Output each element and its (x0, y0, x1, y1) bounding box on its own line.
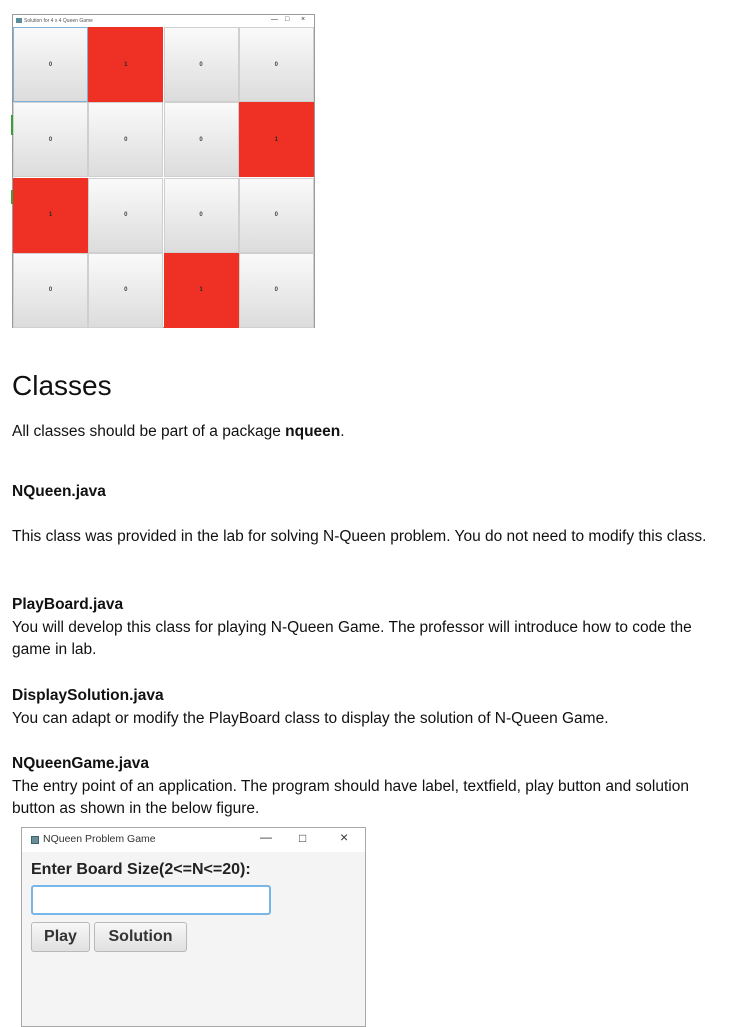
board-cell[interactable]: 0 (164, 102, 239, 177)
board-cell[interactable]: 0 (239, 178, 314, 253)
window-edge-mark (11, 190, 13, 204)
board-cell[interactable]: 0 (88, 178, 163, 253)
chess-board (13, 27, 314, 327)
maximize-icon[interactable]: □ (299, 831, 307, 845)
maximize-icon[interactable]: □ (285, 16, 290, 23)
board-size-label: Enter Board Size(2<=N<=20): (31, 861, 251, 878)
close-icon[interactable]: × (301, 16, 306, 23)
intro-paragraph (12, 421, 732, 443)
board-cell-queen[interactable]: 1 (13, 178, 88, 253)
nqueengame-filename: NQueenGame.java (12, 755, 149, 772)
board-cell[interactable]: 0 (88, 253, 163, 328)
board-window (12, 14, 315, 328)
board-cell[interactable]: 0 (13, 253, 88, 328)
board-cell[interactable]: 0 (164, 27, 239, 102)
play-button[interactable]: Play (31, 922, 90, 952)
board-window-titlebar (13, 15, 314, 27)
nqueen-description: This class was provided in the lab for solving N-Queen problem. You do not need to modify this class. (12, 528, 707, 545)
board-cell[interactable]: 0 (13, 102, 88, 177)
solution-button[interactable]: Solution (94, 922, 187, 952)
board-window-title: Solution for 4 x 4 Queen Game (24, 18, 93, 24)
game-window-titlebar (22, 828, 365, 852)
window-edge-mark (11, 115, 13, 135)
board-cell[interactable]: 0 (239, 253, 314, 328)
game-window-title: NQueen Problem Game (43, 833, 156, 845)
package-name: nqueen (285, 423, 341, 440)
intro-text: All classes should be part of a package (12, 423, 286, 440)
playboard-filename: PlayBoard.java (12, 596, 124, 613)
board-cell[interactable]: 0 (88, 102, 163, 177)
nqueengame-description: The entry point of an application. The program should have label, textfield, play button and solution button as shown in the below figure. (12, 778, 689, 817)
section-heading: Classes (12, 370, 112, 401)
playboard-description: You will develop this class for playing N-Queen Game. The professor will introduce how to code the game in lab. (12, 619, 692, 658)
displaysolution-description: You can adapt or modify the PlayBoard class to display the solution of N-Queen Game. (12, 710, 609, 727)
board-cell[interactable]: 0 (239, 27, 314, 102)
board-cell-queen[interactable]: 1 (88, 27, 163, 102)
board-cell-queen[interactable]: 1 (164, 253, 239, 328)
minimize-icon[interactable]: — (271, 16, 278, 23)
intro-suffix: . (340, 423, 345, 440)
close-icon[interactable]: × (340, 829, 349, 845)
nqueen-filename: NQueen.java (12, 483, 106, 500)
displaysolution-filename: DisplaySolution.java (12, 687, 164, 704)
board-cell[interactable]: 0 (13, 27, 88, 102)
minimize-icon[interactable]: — (260, 830, 272, 844)
board-cell-queen[interactable]: 1 (239, 102, 314, 177)
game-window (21, 827, 366, 1027)
app-icon (31, 836, 39, 844)
board-size-input[interactable] (31, 885, 271, 915)
app-icon (16, 18, 22, 23)
board-cell[interactable]: 0 (164, 178, 239, 253)
